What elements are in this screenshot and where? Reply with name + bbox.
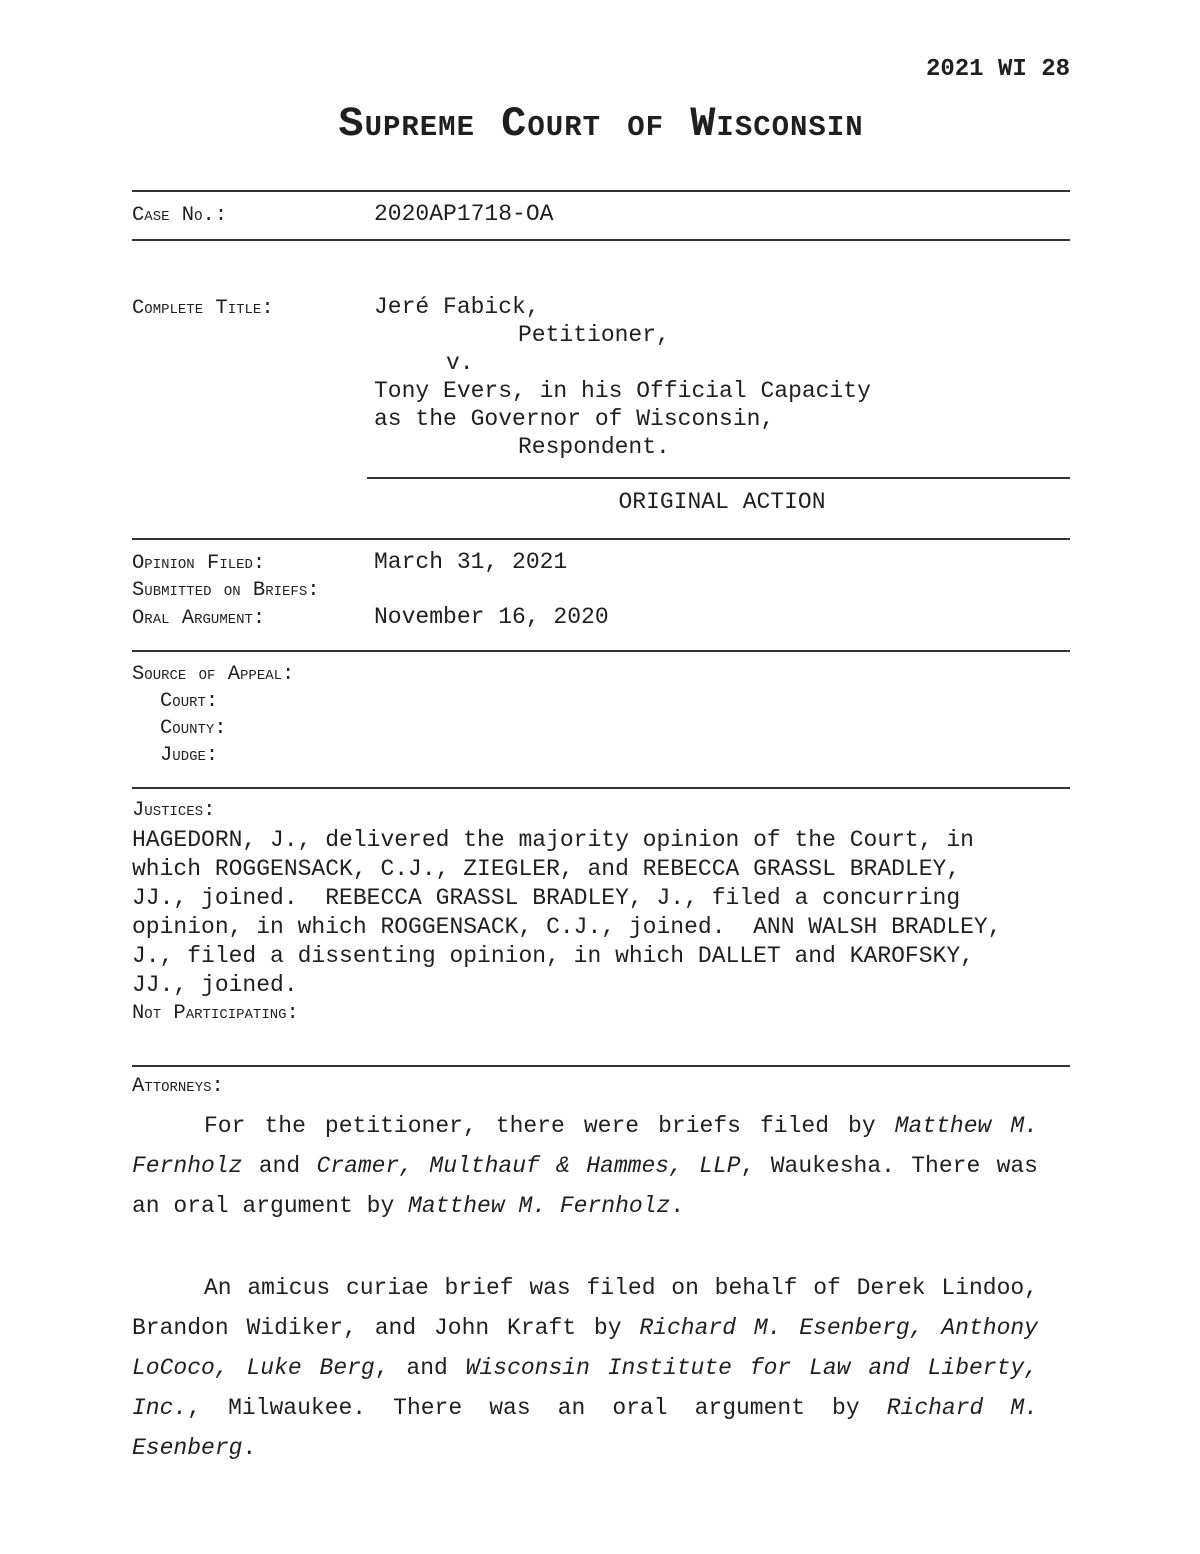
oral-argument-row (132, 604, 1070, 632)
attorneys-paragraph-amicus (132, 1268, 1038, 1468)
attorneys-label: Attorneys: (132, 1075, 224, 1098)
oral-argument-value: November 16, 2020 (374, 604, 609, 630)
case-no-value: 2020AP1718-OA (374, 201, 554, 227)
attorney-name-italic: Richard M. Esenberg, Anthony LoCoco, Luke Berg (132, 1315, 1038, 1381)
case-no-label: Case No.: (132, 204, 228, 227)
attorney-name-italic: Matthew M. Fernholz (132, 1113, 1038, 1179)
attorney-name-italic: Wisconsin Institute for Law and Liberty, Inc. (132, 1355, 1039, 1421)
caption-line-respondent-name: Tony Evers, in his Official Capacity (374, 378, 871, 404)
attorneys-paragraph-petitioner (132, 1106, 1038, 1226)
attorney-text: , Milwaukee. There was an oral argument by (187, 1395, 887, 1421)
attorney-name-italic: Cramer, Multhauf & Hammes, LLP (316, 1153, 741, 1179)
opinion-filed-value: March 31, 2021 (374, 549, 568, 575)
attorney-name-italic: Richard M. Esenberg (132, 1395, 1038, 1461)
case-caption (374, 293, 871, 461)
action-type: ORIGINAL ACTION (618, 489, 826, 515)
oral-argument-label: Oral Argument: (132, 607, 266, 630)
attorney-text: and (242, 1153, 317, 1179)
source-of-appeal-label: Source of Appeal: (132, 663, 295, 686)
caption-line-petitioner-role: Petitioner, (518, 322, 670, 348)
citation: 2021 WI 28 (925, 56, 1070, 83)
judge-label: Judge: (160, 744, 219, 767)
opinion-filed-label: Opinion Filed: (132, 552, 266, 575)
county-label: County: (160, 717, 227, 740)
submitted-on-briefs-label: Submitted on Briefs: (132, 579, 320, 602)
complete-title-row (132, 293, 1070, 461)
attorney-text: , Waukesha. There was an oral argument by (132, 1153, 1038, 1219)
attorney-text: For the petitioner, there were briefs filed by (204, 1113, 895, 1139)
caption-divider (367, 477, 1070, 479)
justices-section (132, 789, 1070, 1027)
not-participating-label: Not Participating: (132, 1002, 299, 1025)
attorney-text: . (242, 1435, 257, 1461)
attorney-text: An amicus curiae brief was filed on behalf of Derek Lindoo, Brandon Widiker, and John Kraft by (132, 1275, 1038, 1341)
attorney-text: . (670, 1193, 685, 1219)
caption-line-respondent-name-2: as the Governor of Wisconsin, (374, 406, 775, 432)
court-label: Court: (160, 690, 219, 713)
caption-line-respondent-role: Respondent. (518, 434, 670, 460)
court-title: Supreme Court of Wisconsin (338, 100, 864, 148)
case-number-row (132, 192, 1070, 239)
justices-opinion-summary: HAGEDORN, J., delivered the majority opinion of the Court, in which ROGGENSACK, C.J., ZIEGLER, and REBECCA GRASSL BRADLEY, JJ., joined. REBECCA GRASSL BRADLEY, J., filed a concurring opinion, in which ROGGENSACK, C.J., joined. ANN WALSH BRADLEY, J., filed a dissenting opinion, in which DALLET and KAROFSKY, JJ., joined. (132, 827, 1016, 998)
source-of-appeal-section (132, 652, 1070, 779)
attorneys-section (132, 1067, 1070, 1468)
caption-line-versus: v. (446, 350, 474, 376)
justices-label: Justices: (132, 799, 216, 822)
filing-section (132, 540, 1070, 642)
attorney-text: , and (374, 1355, 466, 1381)
submitted-on-briefs-row (132, 577, 1070, 604)
caption-line-petitioner-name: Jeré Fabick, (374, 294, 540, 320)
attorney-name-italic: Matthew M. Fernholz (408, 1193, 671, 1219)
complete-title-label: Complete Title: (132, 297, 274, 320)
opinion-filed-row (132, 549, 1070, 577)
section-divider (132, 239, 1070, 241)
